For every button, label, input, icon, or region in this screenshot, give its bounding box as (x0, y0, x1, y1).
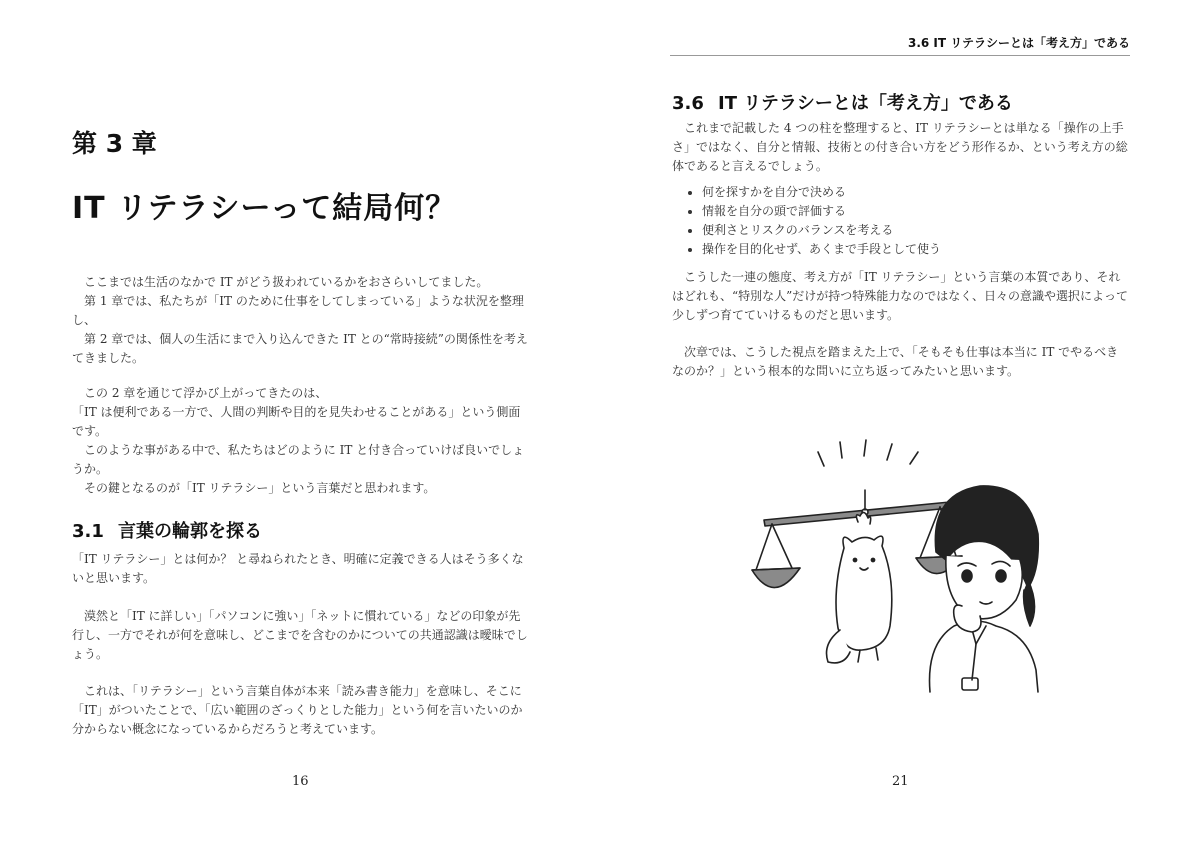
paragraph: この 2 章を通じて浮かび上がってきたのは、 (72, 386, 328, 400)
list-item: • 情報を自分の頭で評価する (702, 202, 941, 221)
running-header: 3.6 IT リテラシーとは「考え方」である (670, 34, 1130, 56)
section-heading-3-1 (72, 517, 262, 543)
paragraph: その鍵となるのが「IT リテラシー」という言葉だと思われます。 (72, 481, 436, 495)
section-number: 3.6 (672, 93, 704, 114)
paragraph: 第 1 章では、私たちが「IT のために仕事をしてしまっている」ような状況を整理し、 (72, 294, 524, 327)
summary-paragraphs (72, 384, 530, 498)
page-number: 21 (892, 774, 909, 789)
paragraph: このような事がある中で、私たちはどのように IT と付き合っていけば良いでしょうか。 (72, 443, 525, 476)
left-scale-pan (752, 524, 800, 588)
list-item: • 何を探すかを自分で決める (702, 183, 941, 202)
chapter-title: IT リテラシーって結局何？ (72, 191, 457, 226)
section-number: 3.1 (72, 521, 104, 542)
list-item: • 操作を目的化せず、あくまで手段として使う (702, 240, 941, 259)
thinking-girl (930, 486, 1039, 692)
list-item: • 便利さとリスクのバランスを考える (702, 221, 941, 240)
intro-paragraphs (72, 273, 530, 368)
paragraph: 「IT は便利である一方で、人間の判断や目的を見失わせることがある」という側面です。 (72, 405, 521, 438)
page-number: 16 (292, 774, 309, 789)
paragraph: 漠然と「IT に詳しい」「パソコンに強い」「ネットに慣れている」などの印象が先行し、一方でそれが何を意味し、どこまでを含むのかについての共通認識は曖昧でしょう。 (72, 609, 528, 661)
paragraph: ここまでは生活のなかで IT がどう扱われているかをおさらいしてました。 (72, 275, 489, 289)
paragraph: これは、「リテラシー」という言葉自体が本来「読み書き能力」を意味し、そこに「IT」がついたことで、「広い範囲のざっくりとした能力」という何を言いたいのか分からない概念になっているからだろうと考えています。 (72, 684, 523, 736)
bullet-list (688, 183, 941, 259)
surprise-marks (818, 440, 918, 466)
paragraph: これまで記載した 4 つの柱を整理すると、IT リテラシーとは単なる「操作の上手さ」ではなく、自分と情報、技術との付き合い方をどう形作るか、という考え方の総体であると言えるでしょう。 (672, 121, 1128, 173)
section-title: 言葉の輪郭を探る (118, 521, 262, 542)
section-heading-3-6 (672, 89, 1013, 115)
right-page (600, 0, 1200, 851)
section-title: IT リテラシーとは「考え方」である (718, 93, 1013, 114)
paragraph: 次章では、こうした視点を踏まえた上で、「そもそも仕事は本当に IT でやるべきなのか？」という根本的な問いに立ち返ってみたいと思います。 (672, 345, 1119, 378)
cat (827, 512, 892, 662)
chapter-label: 第 3 章 (72, 129, 157, 158)
paragraph: 「IT リテラシー」とは何か？ と尋ねられたとき、明確に定義できる人はそう多くないと思います。 (72, 552, 524, 585)
balance-scale-illustration (740, 430, 1040, 700)
paragraph: こうした一連の態度、考え方が「IT リテラシー」という言葉の本質であり、それはどれも、“特別な人”だけが持つ特殊能力なのではなく、日々の意識や選択によって少しずつ育てていけるものだと思います。 (672, 270, 1129, 322)
paragraph: 第 2 章では、個人の生活にまで入り込んできた IT との“常時接続”の関係性を考えてきました。 (72, 332, 528, 365)
